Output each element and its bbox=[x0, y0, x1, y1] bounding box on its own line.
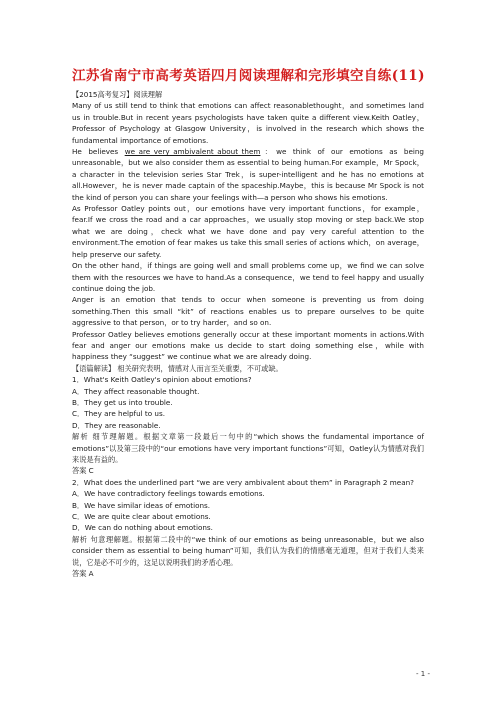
passage-paragraph-6: Professor Oatley believes emotions generally occur at these important moments in actions.With fear and anger our emotions make us decide to start doing something else，while with happiness they “suggest” we continue what we are already doing. bbox=[72, 329, 424, 362]
paragraph-2-rest: ：we think of our emotions as being unreasonable，but we also consider them as essential to being human.For example，Mr Spock，a character in the television series Star Trek，is super-intelligent and he has no emotions at all.However，he is never made captain of the spaceship.Maybe，this is because Mr Spock is not the kind of person you can share your feelings with—a person who shows his emotions. bbox=[72, 147, 424, 202]
question-2-option-c: C．We are quite clear about emotions. bbox=[72, 512, 211, 522]
question-2-answer: 答案 A bbox=[72, 569, 94, 579]
passage-summary: 【语篇解读】 相关研究表明，情感对人而言至关重要，不可或缺。 bbox=[72, 363, 283, 373]
question-1-option-c: C．They are helpful to us. bbox=[72, 409, 166, 419]
passage-paragraph-3: As Professor Oatley points out，our emotions have very important functions，for example，fear.If we cross the road and a car approaches，we usually stop moving or step back.We stop what we are doing，check what we have done and pay very careful attention to the environment.The emotion of fear makes us take this small series of actions which，on average，help preserve our safety. bbox=[72, 204, 424, 259]
passage-paragraph-5: Anger is an emotion that tends to occur when someone is preventing us from doing something.Then this small “kit” of reactions enables us to prepare ourselves to be quite aggressive to that person，or to try harder，and so on. bbox=[72, 295, 424, 328]
page-number: - 1 - bbox=[416, 670, 430, 678]
question-2-option-d: D．We can do nothing about emotions. bbox=[72, 523, 213, 533]
question-2-stem: 2．What does the underlined part “we are very ambivalent about them” in Paragraph 2 mean? bbox=[72, 477, 414, 487]
question-1-stem: 1．What's Keith Oatley's opinion about emotions? bbox=[72, 375, 252, 385]
underlined-phrase: we_are_very_ambivalent_about_them bbox=[124, 147, 261, 157]
passage-paragraph-1: Many of us still tend to think that emotions can affect reasonablethought，and sometimes land us in trouble.But in recent years psychologists have taken quite a different view.Keith Oatley，Professor of Psychology at Glasgow University，is involved in the research which shows the fundamental importance of emotions. bbox=[72, 101, 424, 145]
passage-paragraph-2 bbox=[72, 146, 424, 203]
question-1-option-a: A．They affect reasonable thought. bbox=[72, 386, 200, 396]
passage-paragraph-4: On the other hand，if things are going well and small problems come up，we find we can solve them with the resources we have to hand.As a consequence，we tend to feel happy and usually continue doing the job. bbox=[72, 261, 424, 293]
document-title: 江苏省南宁市高考英语四月阅读理解和完形填空自练(11) bbox=[72, 68, 425, 84]
question-2-analysis: 解析 句意理解题。根据第二段中的“we think of our emotions as being unreasonable，but we also consider them as essential to being human”可知，我们认为我们的情感毫无道理，但对于我们人类来说，它是必不可少的，这足以说明我们的矛盾心理。 bbox=[72, 534, 424, 567]
question-2-option-a: A．We have contradictory feelings towards emotions. bbox=[72, 489, 265, 499]
question-1-option-b: B．They get us into trouble. bbox=[72, 397, 173, 407]
section-tag: 【2015高考复习】阅读理解 bbox=[72, 90, 163, 99]
question-1-option-d: D．They are reasonable. bbox=[72, 420, 161, 430]
question-1-answer: 答案 C bbox=[72, 466, 94, 476]
paragraph-2-lead: He believes bbox=[72, 147, 125, 157]
question-1-analysis: 解析 细节理解题。根据文章第一段最后一句中的“which shows the fundamental importance of emotions”以及第三段中的“our emotions have very important functions”可知，Oatley认为情感对我们来说是有益的。 bbox=[72, 432, 424, 464]
question-2-option-b: B．We have similar ideas of emotions. bbox=[72, 500, 211, 510]
